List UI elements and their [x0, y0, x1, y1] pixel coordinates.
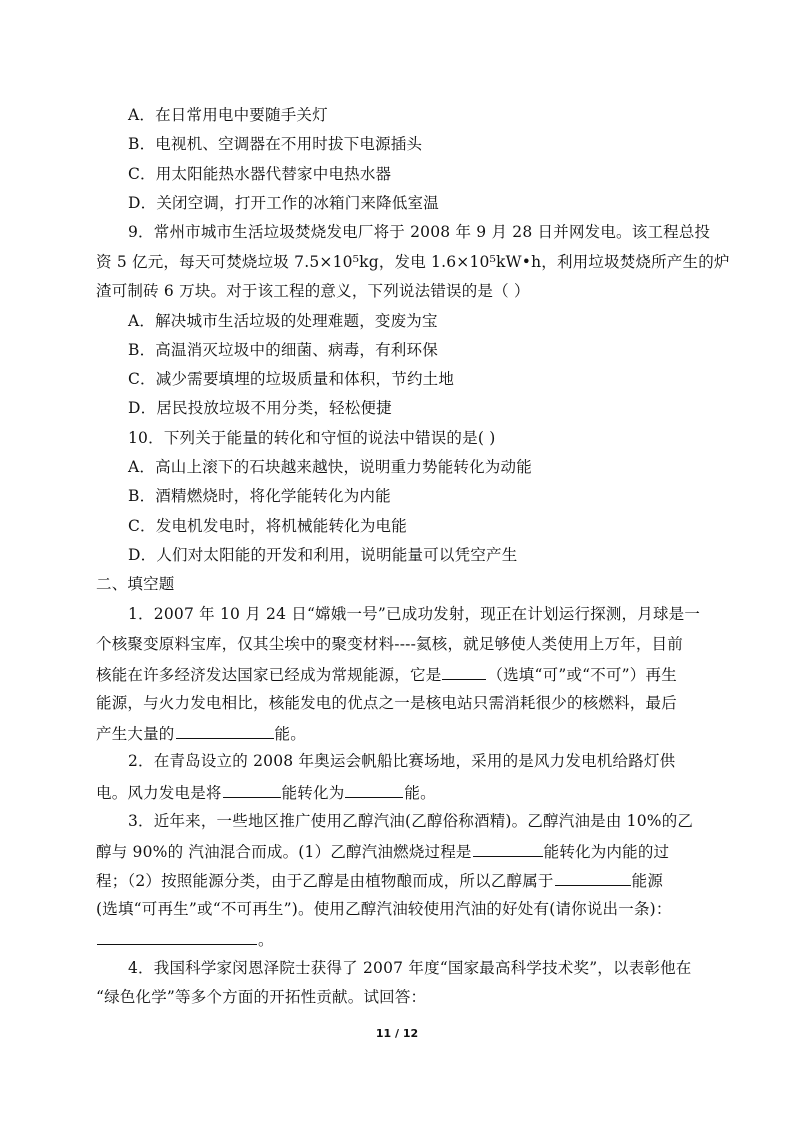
fill4-line2: “绿色化学”等多个方面的开拓性贡献。试回答：	[96, 988, 427, 1006]
q9-option-b: B．高温消灭垃圾中的细菌、病毒，有利环保	[128, 341, 438, 359]
fill1-blank-renewable[interactable]	[442, 663, 486, 680]
fill2-line2	[96, 781, 436, 803]
q10-option-b: B．酒精燃烧时，将化学能转化为内能	[128, 487, 391, 505]
q8-option-b: B．电视机、空调器在不用时拔下电源插头	[128, 135, 423, 153]
q10-stem: 10．下列关于能量的转化和守恒的说法中错误的是( )	[128, 429, 496, 447]
fill1-line5-text-b: 能。	[274, 725, 306, 743]
q9-stem-line1: 9．常州市城市生活垃圾焚烧发电厂将于 2008 年 9 月 28 日并网发电。该工程总投	[128, 223, 711, 241]
q9-option-a: A．解决城市生活垃圾的处理难题，变废为宝	[128, 312, 438, 330]
fill1-line5	[96, 722, 306, 744]
fill1-line3-text-a: 核能在许多经济发达国家已经成为常规能源，它是	[96, 666, 442, 684]
fill3-line3	[96, 869, 663, 891]
q10-option-a: A．高山上滚下的石块越来越快，说明重力势能转化为动能	[128, 458, 532, 476]
fill2-blank-target[interactable]	[345, 781, 403, 798]
fill4-line1: 4．我国科学家闵恩泽院士获得了 2007 年度“国家最高科学技术奖”，以表彰他在	[128, 959, 692, 977]
q10-option-d: D．人们对太阳能的开发和利用，说明能量可以凭空产生	[128, 546, 518, 564]
fill3-line2-text-b: 能转化为内能的过	[543, 843, 670, 861]
fill3-line4: (选填“可再生”或“不可再生”)。使用乙醇汽油较使用汽油的好处有(请你说出一条)：	[96, 900, 672, 918]
q9-option-c: C．减少需要填埋的垃圾质量和体积，节约土地	[128, 370, 455, 388]
q8-option-c: C．用太阳能热水器代替家中电热水器	[128, 165, 392, 183]
fill1-line5-text-a: 产生大量的	[96, 725, 175, 743]
fill1-blank-energy[interactable]	[176, 722, 274, 739]
fill1-line3-text-b: （选填“可”或“不可”）再生	[487, 666, 677, 684]
q9-stem-line2: 资 5 亿元，每天可焚烧垃圾 7.5×10⁵kg，发电 1.6×10⁵kW•h，利用垃圾焚烧所产生的炉	[96, 253, 730, 271]
page-number: 11 / 12	[375, 1027, 419, 1040]
fill3-line5	[96, 928, 274, 950]
fill3-line2	[96, 840, 669, 862]
fill3-line1: 3．近年来，一些地区推广使用乙醇汽油(乙醇俗称酒精)。乙醇汽油是由 10%的乙	[128, 812, 694, 830]
fill3-line5-text: 。	[258, 931, 274, 949]
fill2-line2-text-b: 能转化为	[281, 784, 345, 802]
q10-option-c: C．发电机发电时，将机械能转化为电能	[128, 517, 407, 535]
fill2-line2-text-a: 电。风力发电是将	[96, 784, 222, 802]
fill1-line2: 个核聚变原料宝库，仅其尘埃中的聚变材料----氦核，就足够使人类使用上万年，目前	[96, 635, 683, 653]
fill3-blank-benefit[interactable]	[97, 928, 257, 945]
fill1-line3	[96, 663, 677, 685]
fill3-blank-category[interactable]	[555, 869, 631, 886]
fill3-line2-text-a: 醇与 90%的 汽油混合而成。(1）乙醇汽油燃烧过程是	[96, 843, 472, 861]
fill1-line4: 能源，与火力发电相比，核能发电的优点之一是核电站只需消耗很少的核燃料，最后	[96, 694, 677, 712]
q9-stem-line3: 渣可制砖 6 万块。对于该工程的意义，下列说法错误的是（ ）	[96, 282, 530, 300]
fill2-line1: 2．在青岛设立的 2008 年奥运会帆船比赛场地，采用的是风力发电机给路灯供	[128, 752, 676, 770]
fill3-line3-text-a: 程；（2）按照能源分类，由于乙醇是由植物酿而成，所以乙醇属于	[96, 872, 554, 890]
q9-option-d: D．居民投放垃圾不用分类，轻松便捷	[128, 399, 392, 417]
q8-option-d: D．关闭空调，打开工作的冰箱门来降低室温	[128, 194, 439, 212]
fill3-blank-energy[interactable]	[473, 840, 543, 857]
q8-option-a: A．在日常用电中要随手关灯	[128, 106, 328, 124]
fill1-line1: 1．2007 年 10 月 24 日“嫦娥一号”已成功发射，现正在计划运行探测，月球是一	[128, 605, 701, 623]
fill3-line3-text-b: 能源	[631, 872, 664, 890]
fill2-line2-text-c: 能。	[404, 784, 436, 802]
section-heading: 二、填空题	[96, 575, 175, 593]
fill2-blank-source[interactable]	[223, 781, 281, 798]
